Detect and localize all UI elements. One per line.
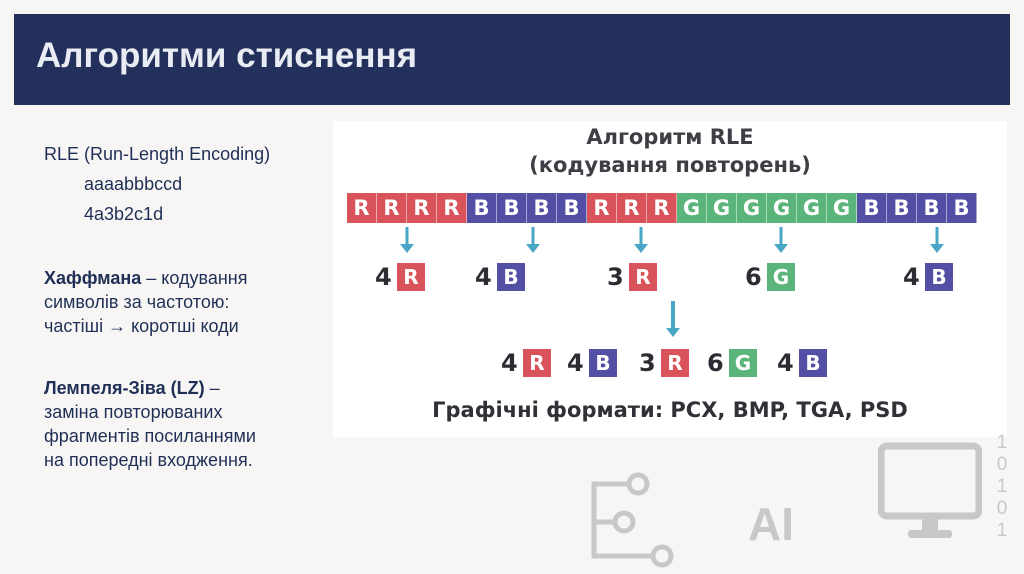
lz-desc-1: заміна повторюваних (44, 402, 223, 422)
sequence-cell: B (857, 193, 887, 223)
sequence-cell: R (437, 193, 467, 223)
sequence-cell: R (587, 193, 617, 223)
group-letter-box: B (925, 263, 953, 291)
binary-digits (994, 432, 1010, 542)
group-letter-box: R (397, 263, 425, 291)
binary-digit: 1 (996, 432, 1008, 453)
group-letter-box: G (767, 263, 795, 291)
sequence-cell: B (557, 193, 587, 223)
page-title: Алгоритми стиснення (36, 36, 418, 75)
huffman-desc-2: символів за частотою: (44, 292, 230, 312)
sequence-cell: B (497, 193, 527, 223)
sequence-cell: G (827, 193, 857, 223)
arrow-head (774, 244, 788, 253)
rle-example-input: aaaabbbccd (84, 174, 183, 194)
sequence-cell: R (617, 193, 647, 223)
ai-text-icon: AI (748, 498, 794, 550)
lz-name: Лемпеля-Зіва (LZ) (44, 378, 205, 398)
flow-diagram-icon (580, 470, 680, 570)
title-bar (14, 14, 1010, 105)
lz-line-1 (44, 376, 334, 400)
huffman-name: Хаффмана (44, 268, 142, 288)
huffman-desc-1: – кодування (141, 268, 248, 288)
arrow-head (526, 244, 540, 253)
group-letter-box: R (629, 263, 657, 291)
monitor-icon (878, 442, 982, 546)
sequence-cell: B (887, 193, 917, 223)
group-count: 4 (375, 263, 392, 291)
rle-heading: RLE (Run-Length Encoding) (44, 144, 271, 164)
formats-caption: Графічні формати: PCX, BMP, TGA, PSD (432, 398, 908, 422)
result-letter-box: R (661, 349, 689, 377)
binary-digit: 0 (996, 498, 1008, 519)
group-count: 6 (745, 263, 762, 291)
result-count: 3 (639, 349, 656, 377)
left-text-block (44, 142, 334, 472)
sequence-cell: B (917, 193, 947, 223)
sequence-cell: B (527, 193, 557, 223)
sequence-cell: R (647, 193, 677, 223)
result-letter-box: B (799, 349, 827, 377)
lz-desc-3: на попередні входження. (44, 450, 253, 470)
result-letter-box: R (523, 349, 551, 377)
result-letter-box: G (729, 349, 757, 377)
rle-title-line2: (кодування повторень) (529, 153, 811, 177)
result-letter-box: B (589, 349, 617, 377)
result-count: 6 (707, 349, 724, 377)
arrow-head (634, 244, 648, 253)
sequence-cell: G (707, 193, 737, 223)
lz-desc-2: фрагментів посиланнями (44, 426, 256, 446)
group-count: 3 (607, 263, 624, 291)
group-count: 4 (903, 263, 920, 291)
arrow-head (666, 328, 680, 337)
group-count: 4 (475, 263, 492, 291)
arrow-head (930, 244, 944, 253)
arrow-head (400, 244, 414, 253)
binary-digit: 1 (996, 520, 1008, 541)
rle-example-output: 4a3b2c1d (84, 204, 164, 224)
sequence-cell: G (767, 193, 797, 223)
lz-desc-0: – (204, 378, 220, 398)
huffman-line-1 (44, 266, 334, 290)
result-count: 4 (501, 349, 518, 377)
sequence-cell: G (677, 193, 707, 223)
binary-digit: 0 (996, 454, 1008, 475)
result-count: 4 (777, 349, 794, 377)
rle-title-line1: Алгоритм RLE (586, 125, 754, 149)
sequence-cell: R (407, 193, 437, 223)
group-letter-box: B (497, 263, 525, 291)
sequence-cell: B (947, 193, 977, 223)
result-count: 4 (567, 349, 584, 377)
binary-digit: 1 (996, 476, 1008, 497)
sequence-cell: G (737, 193, 767, 223)
sequence-cell: G (797, 193, 827, 223)
sequence-cell: B (467, 193, 497, 223)
rle-figure (333, 121, 1007, 437)
sequence-cell: R (347, 193, 377, 223)
huffman-desc-3: частіші → коротші коди (44, 316, 239, 336)
sequence-cell: R (377, 193, 407, 223)
